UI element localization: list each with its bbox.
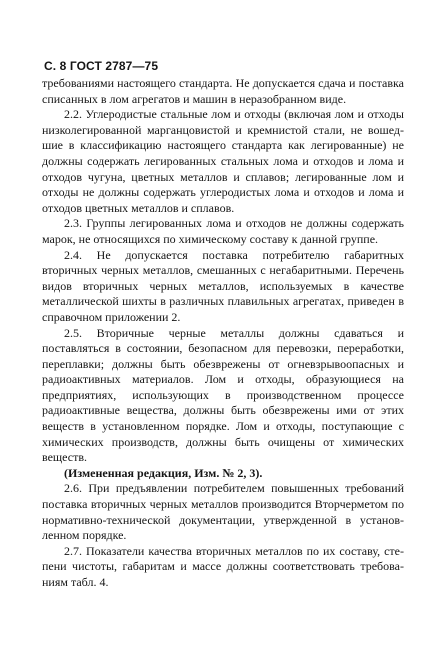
paragraph-2-3: 2.3. Группы легированных лома и отходов не должны содержать марок, не относящихся по химическому составу к данной группе. <box>42 216 404 246</box>
paragraph-2-2: 2.2. Углеродистые стальные лом и отходы (включая лом и отходы низколегированной марганцовистой и кремнистой стали, не вошедшие в классификацию настоящего стандарта как легированные) не должны содержать легированных стальных лома и отходов и лома и отходов чугуна, цветных металлов и сплавов; легированные лом и отходы не должны содержать углеродистых лома и отходов и лома и отходов цветных металлов и сплавов. <box>42 107 404 215</box>
paragraph-2-6: 2.6. При предъявлении потребителем повышенных требований поставка вторичных черных металлов производится Вторчерметом по нормативно-технической документации, утвержденной в установленном порядке. <box>42 481 404 543</box>
document-body <box>42 76 404 591</box>
paragraph-2-7: 2.7. Показатели качества вторичных металлов по их составу, степени чистоты, габаритам и массе должны соответствовать требованиям табл. 4. <box>42 543 404 589</box>
paragraph-2-5: 2.5. Вторичные черные металлы должны сдаваться и поставляться в состоянии, безопасном для перевозки, переработки, переплавки; должны быть обезврежены от огневзрывоопасных и радиоактивных материалов. Лом и отходы, образующиеся на предприятиях, использующих в производственном процессе радиоактивные вещества, должны быть обезврежены ими от этих веществ в установленном порядке. Лом и отходы, поступающие с химических производств, должны быть очищены от химических веществ. <box>42 325 404 465</box>
paragraph-2-4: 2.4. Не допускается поставка потребителю габаритных вторичных черных металлов, смешанных с негабаритными. Перечень видов вторичных черных металлов, используемых в качестве металлической шихты в различных плавильных агрегатах, приведен в справочном приложении 2. <box>42 247 404 324</box>
amendment-note: (Измененная редакция, Изм. № 2, 3). <box>64 465 263 480</box>
page-header: С. 8 ГОСТ 2787—75 <box>44 59 159 73</box>
paragraph-continuation: требованиями настоящего стандарта. Не допускается сдача и поставка списанных в лом агрегатов и машин в неразобранном виде. <box>42 76 404 106</box>
